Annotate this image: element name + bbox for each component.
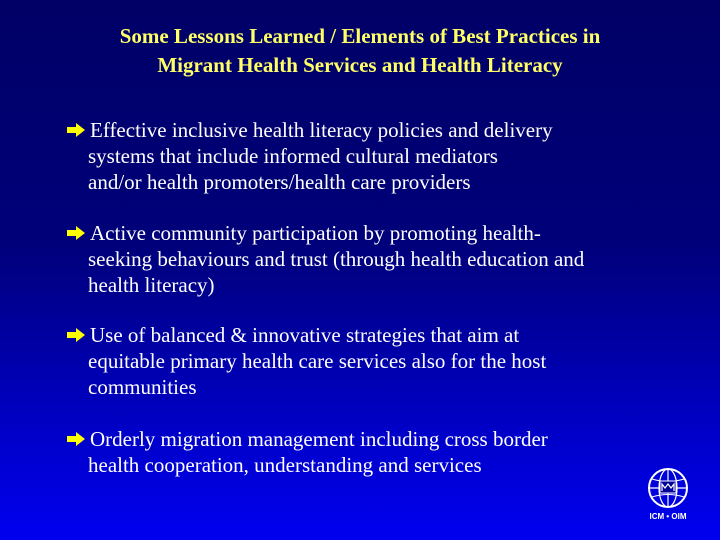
slide-title	[40, 22, 680, 80]
iom-logo-text: ICM • OIM	[649, 512, 687, 521]
bullet-2-line-3: health literacy)	[88, 273, 215, 297]
bullet-item-3	[66, 322, 686, 400]
iom-globe-logo-icon	[646, 466, 690, 512]
bullet-item-1	[66, 117, 686, 195]
arrow-bullet-icon	[66, 431, 86, 447]
slide-title-line-1: Some Lessons Learned / Elements of Best Practices in	[119, 24, 601, 48]
bullet-1-line-2: systems that include informed cultural mediators	[88, 144, 498, 168]
arrow-bullet-icon	[66, 225, 86, 241]
bullet-1-line-1: Effective inclusive health literacy policies and delivery	[90, 118, 553, 142]
bullet-4-line-2: health cooperation, understanding and services	[88, 453, 482, 477]
arrow-bullet-icon	[66, 327, 86, 343]
bullet-3-line-3: communities	[88, 375, 197, 399]
bullet-item-2	[66, 220, 686, 298]
bullet-3-line-2: equitable primary health care services also for the host	[88, 349, 547, 373]
iom-logo	[646, 466, 690, 526]
bullet-1-line-3: and/or health promoters/health care providers	[88, 170, 471, 194]
slide-title-line-2: Migrant Health Services and Health Literacy	[157, 53, 563, 77]
arrow-bullet-icon	[66, 122, 86, 138]
bullet-3-line-1: Use of balanced & innovative strategies that aim at	[90, 323, 520, 347]
bullet-2-line-2: seeking behaviours and trust (through health education and	[88, 247, 585, 271]
bullet-item-4	[66, 426, 686, 478]
bullet-2-line-1: Active community participation by promoting health-	[90, 221, 541, 245]
bullet-4-line-1: Orderly migration management including cross border	[90, 427, 548, 451]
